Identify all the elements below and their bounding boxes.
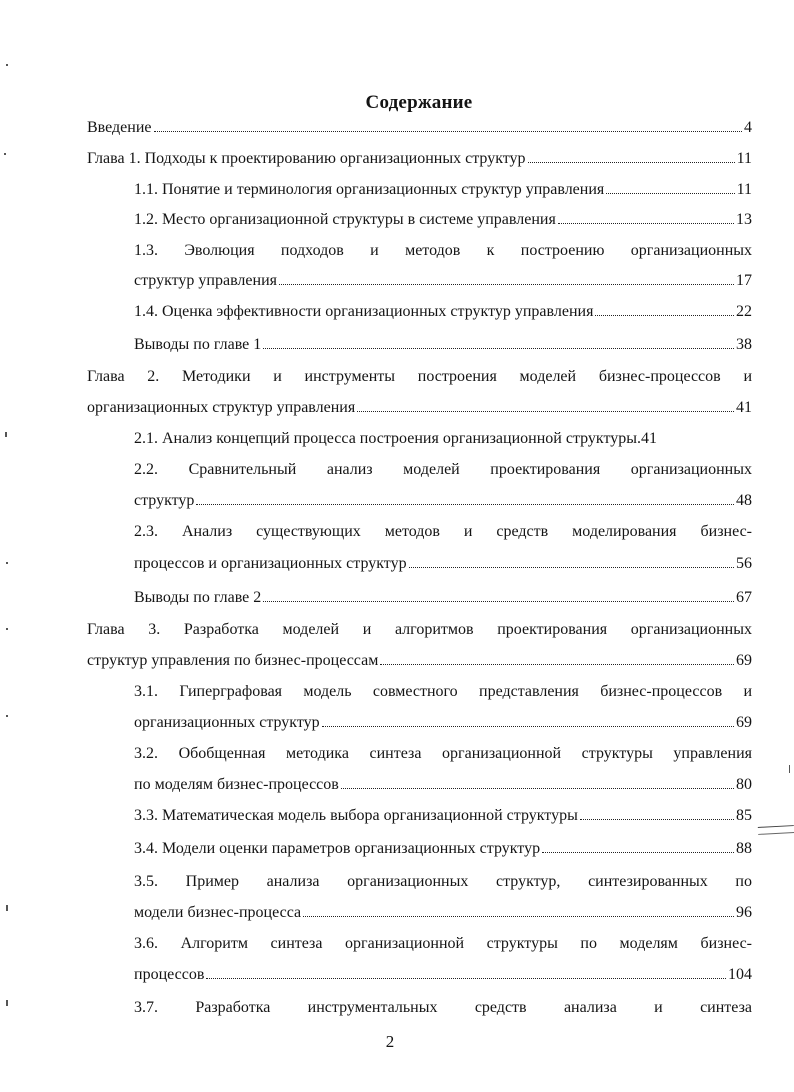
toc-entry-title: 3.4. Модели оценки параметров организационных структур	[134, 840, 541, 857]
toc-entry-continuation: организационных структур управления	[87, 399, 356, 416]
leader-dots	[595, 314, 734, 316]
toc-entry-page: 56	[736, 555, 752, 572]
toc-entry-title: 3.3. Математическая модель выбора организационной структуры	[134, 807, 578, 824]
toc-entry-title: Глава 2. Методики и инструменты построения моделей бизнес-процессов и	[87, 368, 752, 385]
toc-entry-page: 48	[736, 492, 752, 509]
toc-entry-title: Введение	[87, 119, 152, 136]
toc-entry-page: 67	[736, 589, 752, 606]
leader-dots	[580, 818, 734, 820]
scan-speck	[6, 562, 8, 564]
toc-entry-page: 41	[736, 399, 752, 416]
toc-entry-title: 1.3. Эволюция подходов и методов к построению организационных	[134, 242, 752, 259]
toc-entry	[87, 115, 752, 141]
toc-entry-page: 22	[736, 303, 752, 320]
toc-entry-title: 1.2. Место организационной структуры в системе управления	[134, 211, 556, 228]
toc-entry	[87, 395, 752, 421]
toc-entry-page: 11	[736, 150, 752, 167]
toc-entry-page: 41	[641, 430, 658, 447]
toc-entry	[134, 551, 752, 577]
toc-entry	[134, 488, 752, 514]
toc-entry-title: Выводы по главе 1	[134, 336, 262, 353]
scan-speck	[4, 153, 6, 155]
toc-entry	[134, 585, 752, 611]
toc-entry-continuation: структур управления	[134, 272, 277, 289]
toc-entry	[87, 146, 752, 172]
toc-entry	[134, 299, 752, 325]
toc-entry-page: 38	[736, 336, 752, 353]
toc-entry	[134, 268, 752, 294]
scan-speck	[5, 432, 7, 437]
leader-dots	[606, 192, 734, 194]
toc-entry	[134, 836, 752, 862]
toc-entry-continuation: по моделям бизнес-процессов	[134, 776, 339, 793]
toc-entry-title: 1.1. Понятие и терминология организационных структур управления	[134, 181, 605, 198]
scan-speck	[6, 628, 8, 630]
toc-entry-page: 13	[736, 211, 752, 228]
toc-entry-continuation: структур	[134, 492, 195, 509]
toc-entry	[134, 803, 752, 829]
toc-entry	[134, 426, 752, 452]
toc-entry-title: 2.2. Сравнительный анализ моделей проектирования организационных	[134, 461, 752, 478]
leader-dots	[341, 787, 734, 789]
toc-entry-page: 104	[728, 966, 752, 983]
toc-entry-title: Глава 3. Разработка моделей и алгоритмов проектирования организационных	[87, 621, 752, 638]
leader-dots	[279, 283, 734, 285]
leader-dots	[196, 503, 734, 505]
scan-speck	[6, 64, 8, 66]
leader-dots	[528, 161, 735, 163]
toc-entry-page: 17	[736, 272, 752, 289]
toc-entry-title: 3.6. Алгоритм синтеза организационной структуры по моделям бизнес-	[134, 935, 752, 952]
leader-dots	[303, 915, 734, 917]
toc-entry-title: 3.5. Пример анализа организационных структур, синтезированных по	[134, 873, 752, 890]
page-title: Содержание	[365, 92, 473, 113]
toc-entry	[87, 648, 752, 674]
leader-dots	[206, 977, 726, 979]
page-number: 2	[385, 1032, 395, 1051]
scan-speck	[6, 905, 8, 911]
scan-speck	[6, 715, 8, 717]
scan-speck	[789, 765, 790, 773]
toc-entry	[134, 177, 752, 203]
toc-entry-page: 4	[744, 119, 752, 136]
toc-entry-continuation: процессов	[134, 966, 205, 983]
toc-entry-continuation: организационных структур	[134, 714, 320, 731]
toc-entry-page: 11	[736, 181, 752, 198]
leader-dots	[409, 566, 734, 568]
leader-dots	[263, 600, 734, 602]
leader-dots	[380, 663, 734, 665]
toc-entry-title: 3.7. Разработка инструментальных средств анализа и синтеза	[134, 999, 752, 1016]
toc-entry	[134, 710, 752, 736]
leader-dots	[558, 222, 734, 224]
toc-entry-page: 69	[736, 652, 752, 669]
toc-entry-title: 2.3. Анализ существующих методов и средств моделирования бизнес-	[134, 523, 752, 540]
toc-entry-title: 2.1. Анализ концепций процесса построения организационной структуры.	[134, 430, 642, 447]
toc-entry-continuation: модели бизнес-процесса	[134, 904, 302, 921]
toc-entry	[134, 962, 752, 988]
toc-entry-page: 85	[736, 807, 752, 824]
toc-entry-page: 80	[736, 776, 752, 793]
toc-entry-continuation: процессов и организационных структур	[134, 555, 407, 572]
toc-entry-title: 3.2. Обобщенная методика синтеза организационной структуры управления	[134, 745, 752, 762]
toc-entry-title: Глава 1. Подходы к проектированию организационных структур	[87, 150, 526, 167]
toc-entry	[134, 207, 752, 233]
toc-entry-page: 69	[736, 714, 752, 731]
toc-entry-title: 3.1. Гиперграфовая модель совместного представления бизнес-процессов и	[134, 683, 752, 700]
leader-dots	[357, 410, 734, 412]
scan-speck	[6, 1000, 8, 1006]
toc-entry-page: 88	[736, 840, 752, 857]
toc-entry-page: 96	[736, 904, 752, 921]
leader-dots	[154, 130, 743, 132]
toc-entry	[134, 900, 752, 926]
leader-dots	[263, 347, 734, 349]
toc-entry	[134, 332, 752, 358]
leader-dots	[322, 725, 734, 727]
toc-entry-title: 1.4. Оценка эффективности организационных структур управления	[134, 303, 594, 320]
toc-entry-continuation: структур управления по бизнес-процессам	[87, 652, 379, 669]
toc-entry-title: Выводы по главе 2	[134, 589, 262, 606]
leader-dots	[542, 851, 734, 853]
toc-entry	[134, 772, 752, 798]
